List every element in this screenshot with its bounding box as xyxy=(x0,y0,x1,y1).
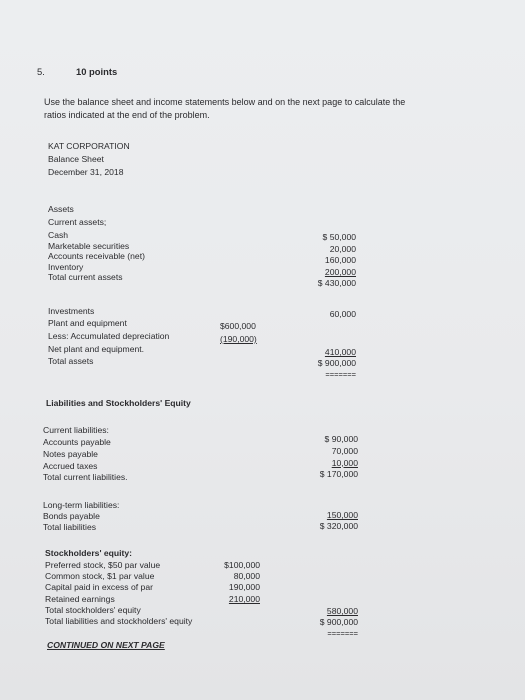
plant-subvalue: $600,000 xyxy=(220,321,256,331)
liability-value: $ 170,000 xyxy=(319,469,358,480)
equity-label: Total stockholders' equity xyxy=(45,604,141,615)
total-liabilities-label: Total liabilities xyxy=(43,522,97,532)
current-assets-labels xyxy=(48,230,145,283)
current-liabilities-labels xyxy=(43,437,128,484)
investments-label: Investments xyxy=(48,306,95,316)
equity-labels xyxy=(45,560,192,627)
instruction-line-1: Use the balance sheet and income statements below and on the next page to calculate the xyxy=(44,97,406,107)
asset-value: $ 50,000 xyxy=(322,232,356,242)
total-le-value: $ 900,000 xyxy=(319,617,358,627)
question-points: 10 points xyxy=(76,66,118,77)
liability-value: 10,000 xyxy=(331,457,358,468)
bonds-payable-label: Bonds payable xyxy=(43,511,100,521)
current-liabilities-heading: Current liabilities: xyxy=(43,425,109,435)
continued-note: CONTINUED ON NEXT PAGE xyxy=(47,640,165,650)
net-plant-label: Net plant and equipment. xyxy=(48,344,145,354)
equity-subvalue: 190,000 xyxy=(228,582,260,593)
current-assets-heading: Current assets; xyxy=(48,217,107,227)
current-assets-values xyxy=(294,232,356,290)
net-plant-value: 410,000 xyxy=(324,347,356,357)
equity-subvalue: 80,000 xyxy=(233,571,260,582)
asset-label: Marketable securities xyxy=(48,240,130,251)
liability-label: Accrued taxes xyxy=(43,460,98,471)
equity-heading: Stockholders' equity: xyxy=(45,548,133,558)
liabilities-heading: Liabilities and Stockholders' Equity xyxy=(46,398,191,408)
asset-value: $ 430,000 xyxy=(317,278,356,289)
current-liabilities-values xyxy=(296,434,358,481)
total-liabilities-value: $ 320,000 xyxy=(319,521,358,531)
equity-label: Common stock, $1 par value xyxy=(45,571,155,582)
asset-label: Total current assets xyxy=(48,272,123,282)
total-equity-value: 580,000 xyxy=(326,606,358,616)
instruction-line-2: ratios indicated at the end of the problem. xyxy=(44,110,210,120)
investments-value: 60,000 xyxy=(329,309,356,319)
equity-double-rule: ======= xyxy=(327,629,358,638)
long-term-heading: Long-term liabilities: xyxy=(43,500,120,510)
total-assets-value: $ 900,000 xyxy=(317,358,356,368)
liability-value: 70,000 xyxy=(331,445,358,456)
equity-label: Capital paid in excess of par xyxy=(45,582,153,593)
asset-label: Cash xyxy=(48,230,69,240)
liability-label: Accounts payable xyxy=(43,437,111,447)
asset-value: 20,000 xyxy=(329,243,356,254)
statement-title: Balance Sheet xyxy=(48,154,104,164)
asset-label: Accounts receivable (net) xyxy=(48,251,145,261)
equity-label: Preferred stock, $50 par value xyxy=(45,560,161,570)
plant-label: Plant and equipment xyxy=(48,318,127,328)
equity-subvalue: 210,000 xyxy=(228,593,260,604)
depreciation-subvalue: (190,000) xyxy=(220,334,257,344)
statement-date: December 31, 2018 xyxy=(48,167,124,177)
liability-value: $ 90,000 xyxy=(324,434,358,444)
asset-value: 160,000 xyxy=(324,255,356,266)
assets-heading: Assets xyxy=(48,204,74,214)
total-assets-label: Total assets xyxy=(48,356,94,366)
question-number: 5. xyxy=(37,66,45,77)
bonds-payable-value: 150,000 xyxy=(326,510,358,520)
equity-label: Total liabilities and stockholders' equity xyxy=(45,616,193,627)
company-name: KAT CORPORATION xyxy=(48,141,130,151)
liability-label: Notes payable xyxy=(43,448,98,459)
depreciation-label: Less: Accumulated depreciation xyxy=(48,331,170,341)
asset-label: Inventory xyxy=(48,261,84,272)
asset-value: 200,000 xyxy=(324,266,356,277)
assets-double-rule: ======= xyxy=(325,370,356,379)
equity-label: Retained earnings xyxy=(45,593,115,604)
equity-subvalue: $100,000 xyxy=(224,560,260,570)
liability-label: Total current liabilities. xyxy=(43,472,128,483)
equity-subvalues xyxy=(210,560,260,605)
